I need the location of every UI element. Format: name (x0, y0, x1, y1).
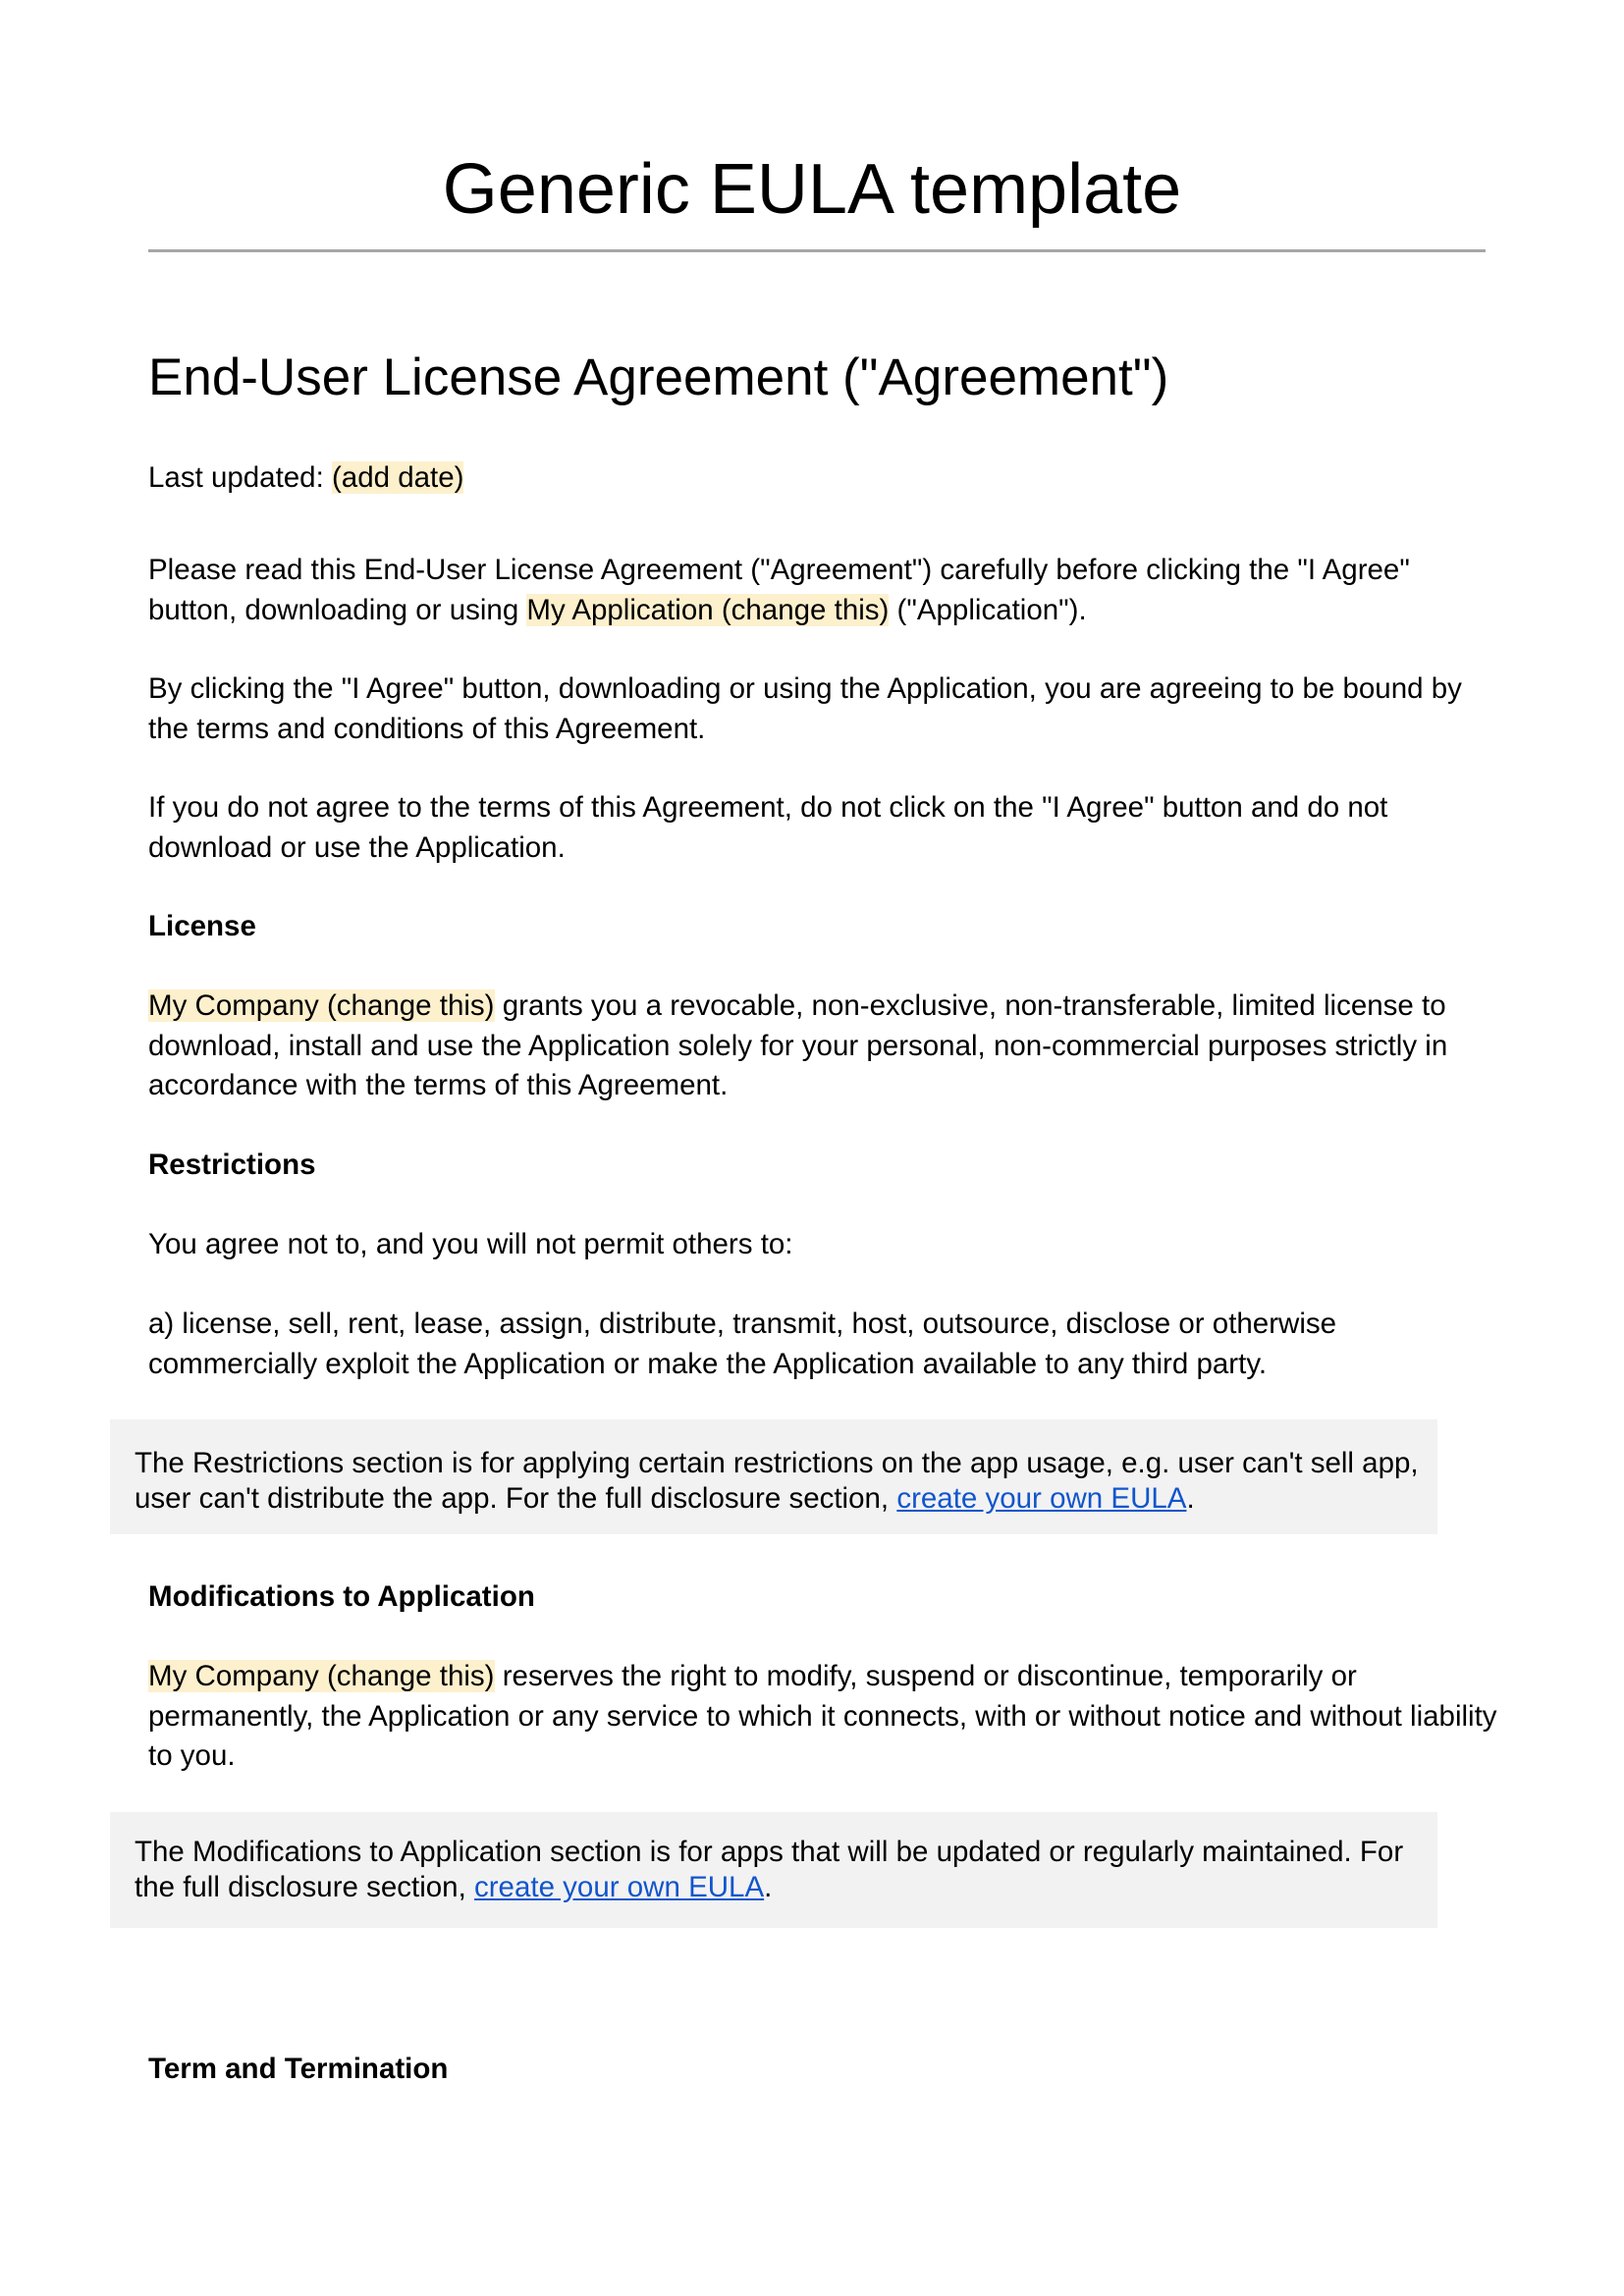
last-updated (148, 458, 1503, 499)
bound-paragraph: By clicking the "I Agree" button, downloading or using the Application, you are agreeing to be bound by the terms and conditions of this Agreement. (148, 672, 1462, 745)
modifications-note (110, 1812, 1437, 1928)
modifications-text: reserves the right to modify, suspend or discontinue, temporarily or permanently, the Application or any service to which it connects, with or without notice and without liability to you. (148, 1660, 1497, 1772)
intro-text-end: ("Application"). (889, 593, 1087, 626)
note-end: . (764, 1871, 773, 1903)
document-title: Generic EULA template (442, 150, 1182, 229)
restrictions-note (110, 1419, 1437, 1534)
date-placeholder: (add date) (331, 461, 464, 494)
license-text: grants you a revocable, non-exclusive, non-transferable, limited license to download, install and use the Application solely for your personal, non-commercial purposes strictly in accordance with the terms of this Agreement. (148, 989, 1448, 1101)
note-text: The Restrictions section is for applying certain restrictions on the app usage, e.g. user can't sell app, user can't distribute the app. For the full disclosure section, (135, 1447, 1419, 1515)
last-updated-label: Last updated: (148, 461, 332, 494)
license-paragraph (148, 987, 1503, 1106)
restriction-item-a: a) license, sell, rent, lease, assign, distribute, transmit, host, outsource, disclose or otherwise commercially exploit the Application or make the Application available to any third party. (148, 1308, 1337, 1380)
license-heading: License (148, 910, 256, 942)
restrictions-intro: You agree not to, and you will not permit others to: (148, 1228, 793, 1260)
modifications-heading: Modifications to Application (148, 1580, 535, 1613)
title-divider (148, 249, 1486, 252)
restrictions-heading: Restrictions (148, 1148, 316, 1181)
modifications-note-text (135, 1835, 1431, 1905)
note-text: The Modifications to Application section is for apps that will be updated or regularly maintained. For the full disclosure section, (135, 1836, 1404, 1903)
modifications-paragraph (148, 1657, 1503, 1777)
disagree-paragraph: If you do not agree to the terms of this Agreement, do not click on the "I Agree" button and do not download or use the Application. (148, 791, 1388, 864)
application-placeholder: My Application (change this) (526, 593, 890, 626)
create-eula-link[interactable]: create your own EULA (473, 1871, 765, 1903)
intro-paragraph (148, 551, 1503, 630)
restrictions-note-text (135, 1446, 1431, 1517)
company-placeholder: My Company (change this) (148, 989, 495, 1022)
create-eula-link[interactable]: create your own EULA (896, 1482, 1187, 1515)
note-end: . (1186, 1482, 1195, 1515)
termination-heading: Term and Termination (148, 2053, 449, 2085)
agreement-heading: End-User License Agreement ("Agreement") (148, 348, 1169, 406)
company-placeholder: My Company (change this) (148, 1660, 495, 1692)
intro-text: Please read this End-User License Agreement ("Agreement") carefully before clicking the "I Agree" button, downloading or using (148, 554, 1410, 626)
